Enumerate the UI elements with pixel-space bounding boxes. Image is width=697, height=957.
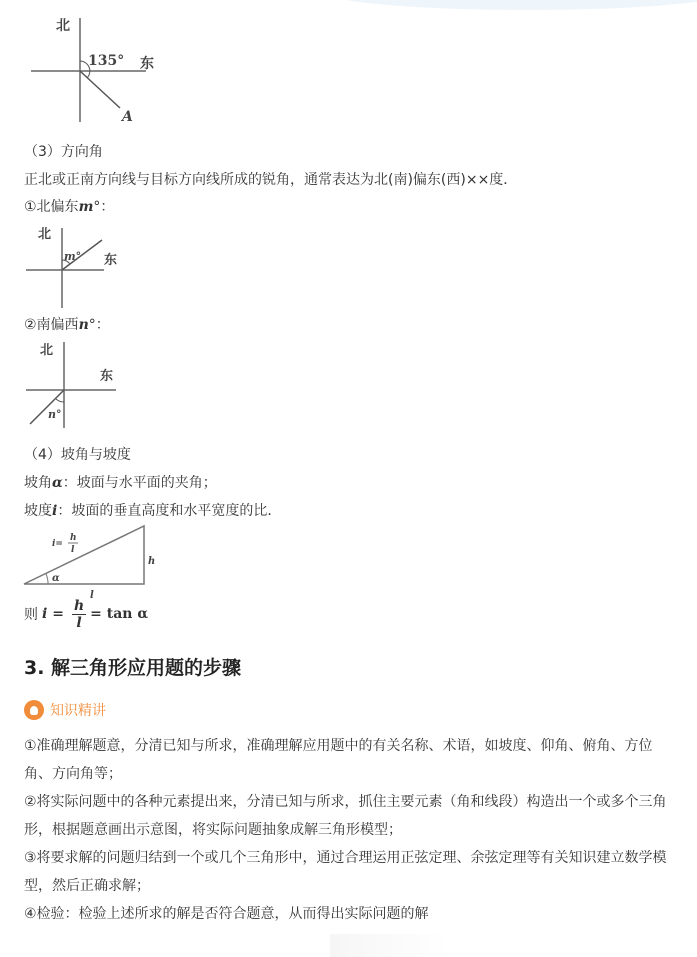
- height-label: h: [148, 556, 156, 567]
- bearing-diagram-135: [28, 8, 168, 126]
- north-label: 北: [38, 227, 52, 242]
- length-label: l: [90, 590, 94, 600]
- ratio-numerator: h: [70, 533, 77, 543]
- lightbulb-icon: [24, 700, 44, 720]
- point-label: A: [122, 109, 133, 125]
- case-2-label: ②南偏西n°：: [24, 317, 110, 333]
- step-item: ③将要求解的问题归结到一个或几个三角形中，通过合理运用正弦定理、余弦定理等有关知识建立数学模型，然后正确求解；: [24, 850, 667, 894]
- step-item: ①准确理解题意，分清已知与所求，准确理解应用题中的有关名称、术语，如坡度、仰角、俯角、方位角、方向角等；: [24, 738, 653, 782]
- badge-label: 知识精讲: [50, 703, 106, 719]
- ratio-denominator: l: [71, 545, 75, 555]
- knowledge-badge: [24, 700, 106, 720]
- section-3-title: （3）方向角: [24, 144, 103, 160]
- slope-ratio-definition: 坡度i：坡面的垂直高度和水平宽度的比．: [24, 503, 282, 519]
- east-label: 东: [140, 56, 154, 72]
- header-decoration: [317, 0, 697, 10]
- section-4-title: （4）坡角与坡度: [24, 447, 131, 463]
- steps-list: [24, 732, 674, 928]
- north-label: 北: [56, 18, 70, 34]
- angle-label: n°: [48, 408, 62, 421]
- angle-label: m°: [64, 250, 82, 263]
- alpha-label: α: [52, 573, 60, 584]
- watermark-overlay: [330, 934, 450, 957]
- section-heading: 3. 解三角形应用题的步骤: [24, 657, 242, 679]
- ratio-label: i=: [52, 539, 63, 549]
- angle-label: 135°: [88, 53, 125, 69]
- case-1-label: ①北偏东m°：: [24, 199, 115, 215]
- slope-formula: 则 i = $\frac{h}{l}$ = tan α: [24, 597, 149, 631]
- north-east-diagram: [24, 220, 134, 310]
- east-label: 东: [104, 253, 118, 268]
- slope-angle-definition: 坡角α：坡面与水平面的夹角；: [24, 475, 217, 491]
- north-label: 北: [40, 343, 54, 358]
- east-label: 东: [100, 369, 114, 384]
- step-item: ②将实际问题中的各种元素提出来，分清已知与所求，抓住主要元素（角和线段）构造出一个或多个三角形，根据题意画出示意图，将实际问题抽象成解三角形模型；: [24, 794, 667, 838]
- slope-triangle-diagram: [22, 524, 162, 600]
- south-west-diagram: [24, 338, 134, 430]
- section-3-description: 正北或正南方向线与目标方向线所成的锐角，通常表达为北(南)偏东(西)××度．: [24, 172, 518, 188]
- step-item: ④检验：检验上述所求的解是否符合题意，从而得出实际问题的解: [24, 906, 429, 922]
